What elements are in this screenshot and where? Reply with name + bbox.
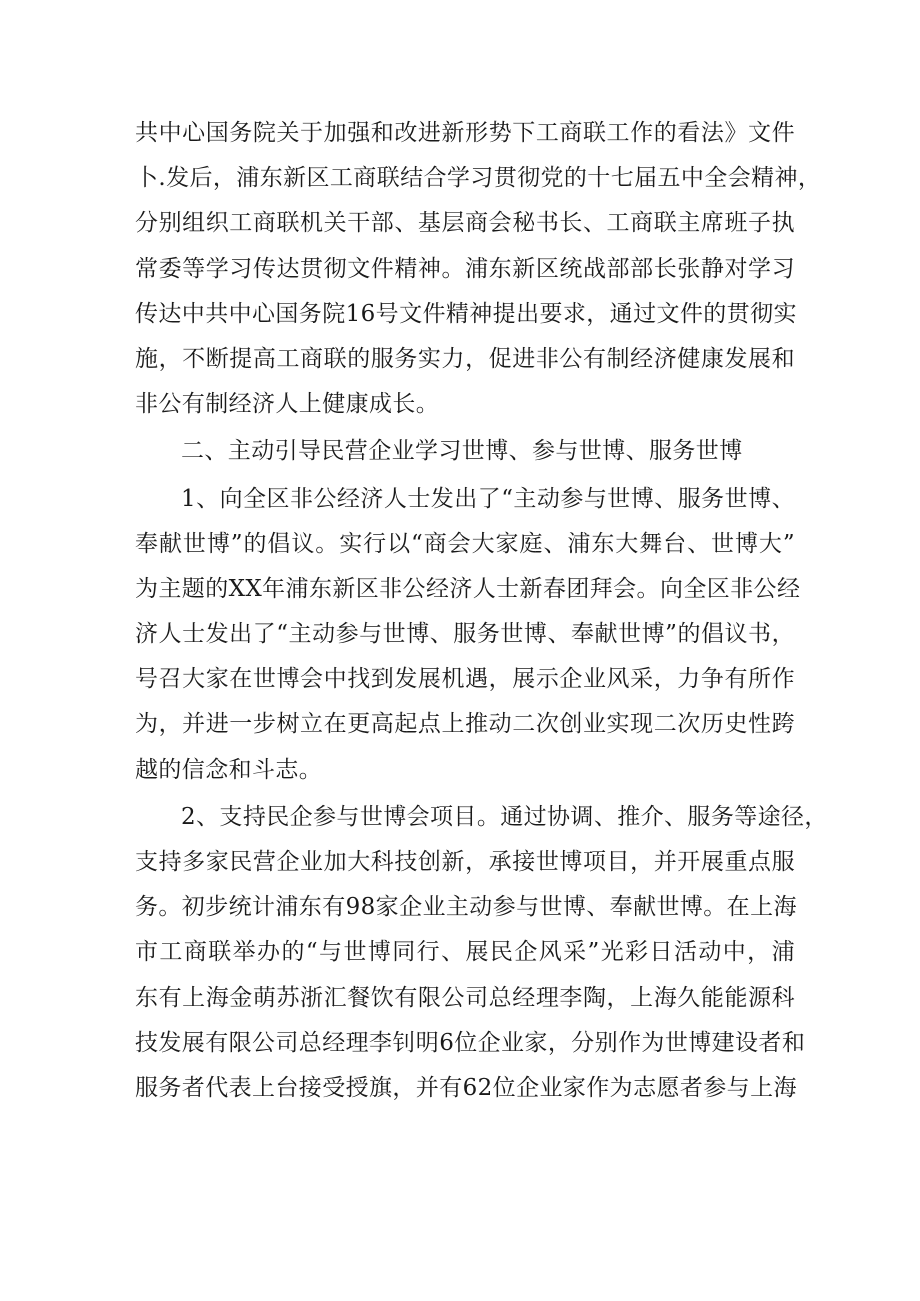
text-line: 号召大家在世博会中找到发展机遇，展示企业风采，力争有所作 [135,666,795,693]
section-heading: 二、主动引导民营企业学习世博、参与世博、服务世博 [181,438,743,465]
text-line: 济人士发出了“主动参与世博、服务世博、奉献世博”的倡议书， [135,621,795,648]
text-line: 传达中共中心国务院16号文件精神提出要求，通过文件的贯彻实 [135,300,797,327]
text-line: 卜.发后，浦东新区工商联结合学习贯彻党的十七届五中全会精神， [135,165,822,192]
text-line: 分别组织工商联机关干部、基层商会秘书长、工商联主席班子执 [135,210,795,237]
text-line: 奉献世博”的倡议。实行以“商会大家庭、浦东大舞台、世博大” [135,530,795,557]
text-line: 1、向全区非公经济人士发出了“主动参与世博、服务世博、 [181,485,795,512]
text-line: 施，不断提高工商联的服务实力，促进非公有制经济健康发展和 [135,345,795,372]
text-line: 常委等学习传达贯彻文件精神。浦东新区统战部部长张静对学习 [135,255,795,282]
text-line: 支持多家民营企业加大科技创新，承接世博项目，并开展重点服 [135,849,795,875]
text-line: 服务者代表上台接受授旗，并有62位企业家作为志愿者参与上海 [135,1074,797,1101]
text-line: 共中心国务院关于加强和改进新形势下工商联工作的看法》文件 [135,120,795,146]
document-body [135,111,828,1111]
text-line: 技发展有限公司总经理李钊明6位企业家，分别作为世博建设者和 [135,1029,806,1056]
text-line: 为主题的XX年浦东新区非公经济人士新春团拜会。向全区非公经 [135,575,801,602]
text-line: 为，并进一步树立在更高起点上推动二次创业实现二次历史性跨 [135,711,795,738]
text-line: 非公有制经济人上健康成长。 [135,391,440,418]
text-line: 2、支持民企参与世博会项目。通过协调、推介、服务等途径， [181,803,828,830]
text-line: 越的信念和斗志。 [135,756,323,783]
text-line: 东有上海金萌苏浙汇餐饮有限公司总经理李陶，上海久能能源科 [135,984,795,1011]
text-line: 市工商联举办的“与世博同行、展民企风采”光彩日活动中，浦 [135,939,795,966]
text-line: 务。初步统计浦东有98家企业主动参与世博、奉献世博。在上海 [135,894,797,921]
